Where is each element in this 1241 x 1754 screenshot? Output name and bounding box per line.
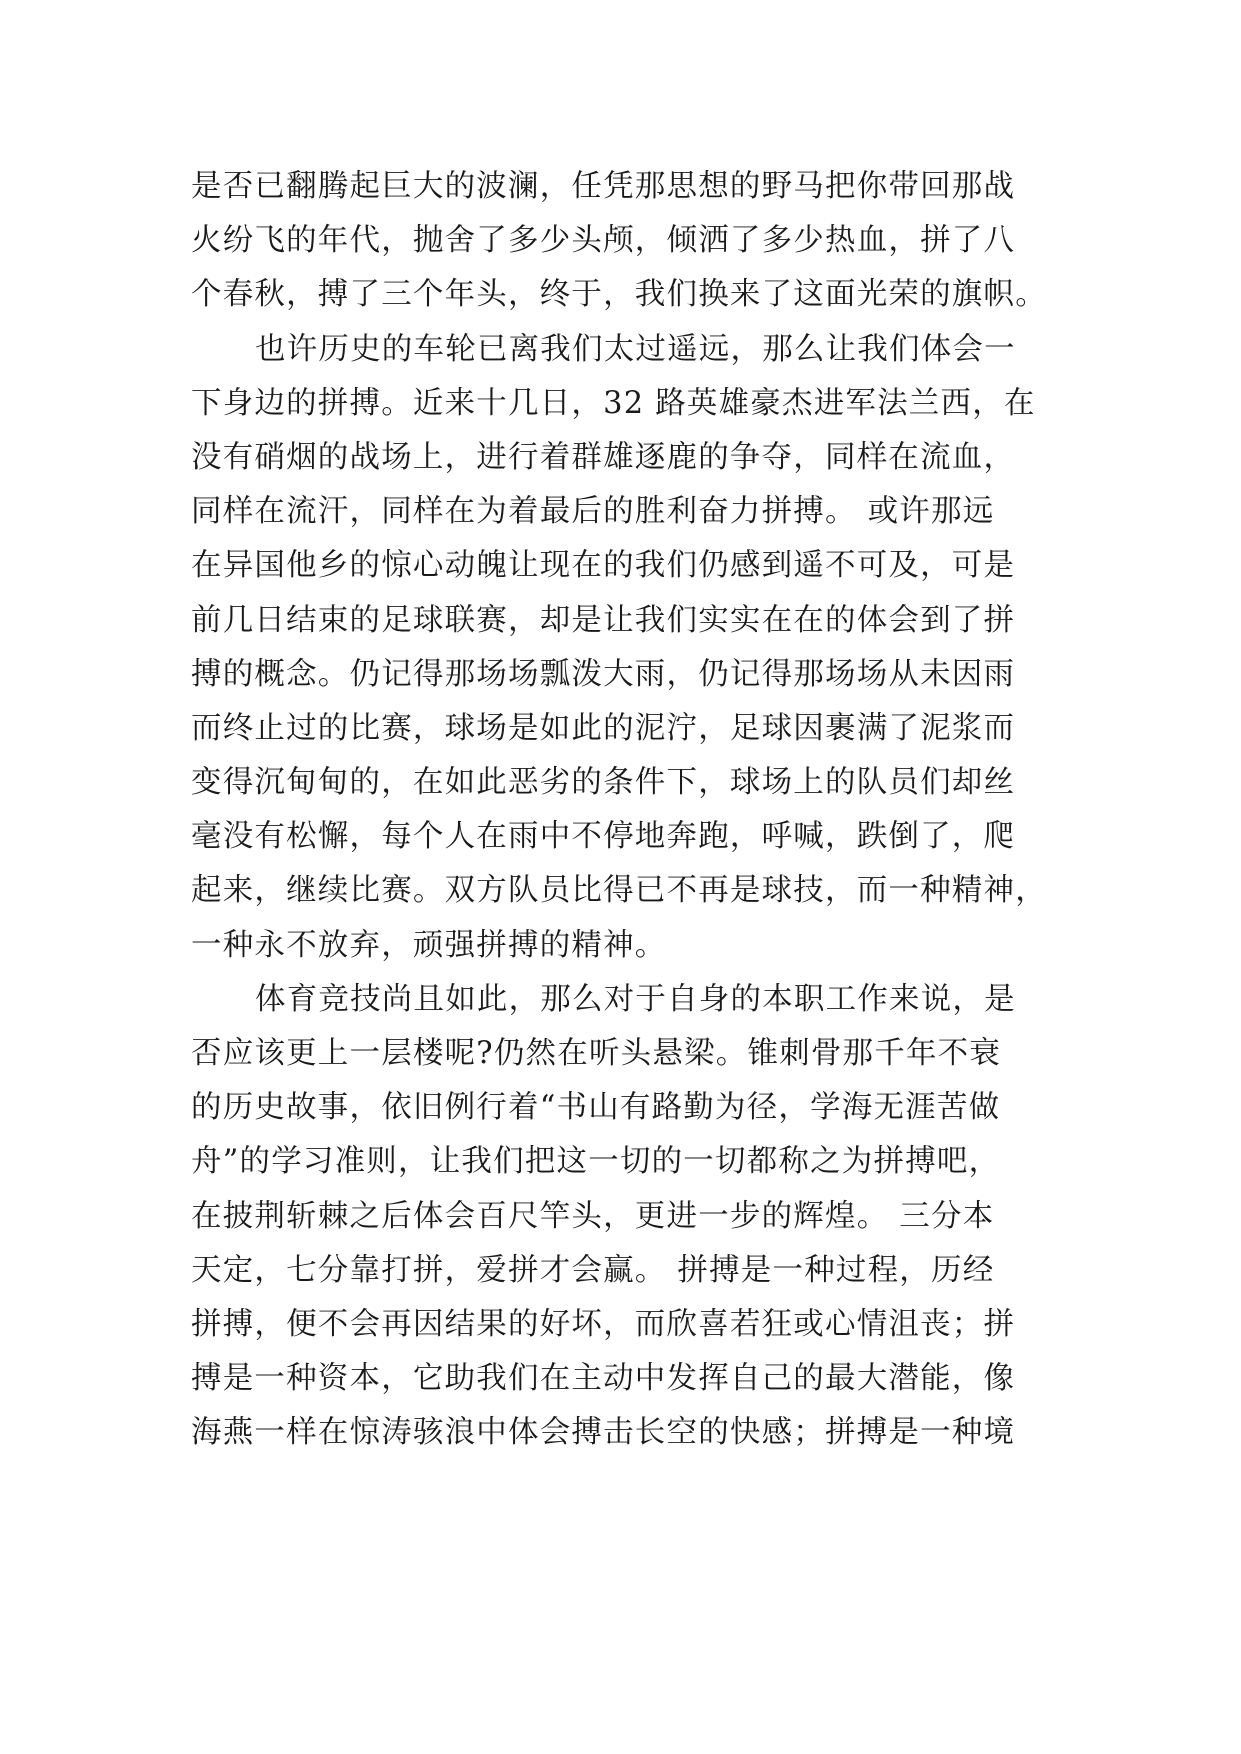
text-line: 前几日结束的足球联赛，却是让我们实实在在的体会到了拼 <box>191 602 1016 638</box>
text-line: 下身边的拼搏。近来十几日，32 路英雄豪杰进军法兰西，在 <box>191 385 1036 421</box>
text-line: 天定，七分靠打拼，爱拼才会赢。 拼搏是一种过程，历经 <box>191 1252 995 1288</box>
text-line: 是否已翻腾起巨大的波澜，任凭那思想的野马把你带回那战 <box>191 169 1016 204</box>
text-line: 起来，继续比赛。双方队员比得已不再是球技，而一种精神， <box>191 873 1047 909</box>
text-line: 的历史故事，依旧例行着“书山有路勤为径，学海无涯苦做 <box>191 1090 1001 1126</box>
text-line: 舟”的学习准则，让我们把这一切的一切都称之为拼搏吧， <box>191 1144 1001 1180</box>
text-line: 一种永不放弃，顽强拼搏的精神。 <box>191 927 667 963</box>
text-line: 拼搏，便不会再因结果的好坏，而欣喜若狂或心情沮丧；拼 <box>191 1306 1016 1342</box>
text-line: 毫没有松懈，每个人在雨中不停地奔跑，呼喊，跌倒了，爬 <box>191 819 1016 855</box>
text-line: 没有硝烟的战场上，进行着群雄逐鹿的争夺，同样在流血， <box>191 439 1016 475</box>
text-line: 在异国他乡的惊心动魄让现在的我们仍感到遥不可及，可是 <box>191 548 1016 584</box>
text-line: 而终止过的比赛，球场是如此的泥泞，足球因裹满了泥浆而 <box>191 710 1016 746</box>
text-line: 变得沉甸甸的，在如此恶劣的条件下，球场上的队员们却丝 <box>191 765 1016 801</box>
text-line: 否应该更上一层楼呢?仍然在听头悬梁。锥刺骨那千年不衰 <box>191 1036 1002 1071</box>
text-line: 同样在流汗，同样在为着最后的胜利奋力拼搏。 或许那远 <box>191 494 995 530</box>
paragraph-first-line: 体育竞技尚且如此，那么对于自身的本职工作来说，是 <box>255 981 1016 1017</box>
text-line: 海燕一样在惊涛骇浪中体会搏击长空的快感；拼搏是一种境 <box>191 1415 1016 1451</box>
paragraph-first-line: 也许历史的车轮已离我们太过遥远，那么让我们体会一 <box>255 331 1016 367</box>
text-line: 搏的概念。仍记得那场场瓢泼大雨，仍记得那场场从未因雨 <box>191 656 1016 692</box>
body-text <box>191 160 1051 1461</box>
text-line: 搏是一种资本，它助我们在主动中发挥自己的最大潜能，像 <box>191 1361 1016 1397</box>
text-line: 个春秋，搏了三个年头，终于，我们换来了这面光荣的旗帜。 <box>191 277 1047 313</box>
text-line: 火纷飞的年代，抛舍了多少头颅，倾洒了多少热血，拼了八 <box>191 223 1016 259</box>
text-line: 在披荆斩棘之后体会百尺竿头，更进一步的辉煌。 三分本 <box>191 1198 995 1234</box>
